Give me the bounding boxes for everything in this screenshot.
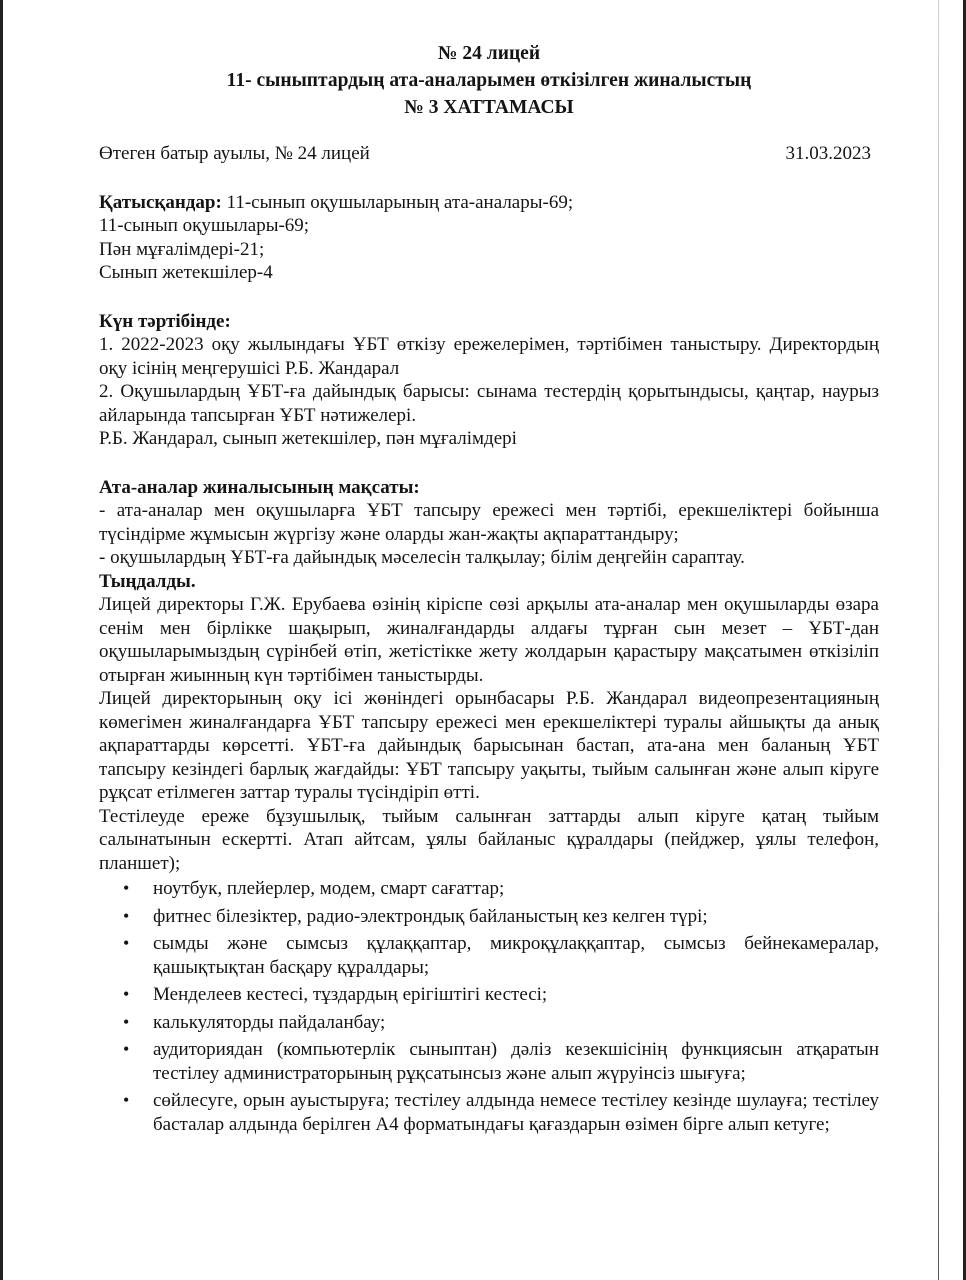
goal-item-2: - оқушылардың ҰБТ-ға дайындық мәселесін талқылау; білім деңгейін сараптау. — [99, 547, 745, 568]
heard-paragraph-rules: Тестілеуде ереже бұзушылық, тыйым салынған заттарды алып кіруге қатаң тыйым салынатынын ескертті. Атап айтсам, ұялы байланыс құралдары (пейджер, ұялы телефон, планшет); — [99, 805, 879, 874]
scan-edge-line — [938, 0, 939, 1280]
list-item: • аудиториядан (компьютерлік сыныптан) дәліз кезекшісінің функциясын атқаратын тестілеу администраторының рұқсатынсыз және алып жүруінсіз шығуға; — [123, 1039, 879, 1084]
list-item: • сымды және сымсыз құлаққаптар, микроқұлаққаптар, сымсыз бейнекамералар, қашықтықтан басқару құралдары; — [123, 933, 879, 978]
bullet-icon: • — [123, 933, 130, 953]
heard-section — [99, 570, 879, 1137]
goal-item-1: - ата-аналар мен оқушыларға ҰБТ тапсыру ережесі мен тәртібі, ерекшеліктері бойынша түсіндірме жұмысын жүргізу және оларды жан-жақты ақпараттандыру; — [99, 500, 879, 545]
bullet-icon: • — [123, 1011, 130, 1032]
bullet-icon: • — [123, 1039, 130, 1059]
participants-teachers: Пән мұғалімдері-21; — [99, 238, 265, 260]
list-item: • калькуляторды пайдаланбау; — [123, 1011, 386, 1033]
participants-students: 11-сынып оқушылары-69; — [99, 215, 310, 236]
agenda-label: Күн тәртібінде: — [99, 310, 231, 332]
date: 31.03.2023 — [785, 143, 871, 164]
agenda-section — [99, 310, 879, 451]
goal-section — [99, 476, 879, 570]
heard-label: Тыңдалды. — [99, 570, 196, 592]
document-title — [99, 40, 879, 121]
list-item: • сөйлесуге, орын ауыстыруға; тестілеу алдында немесе тестілеу кезінде шулауға; тестілеу басталар алдында берілген А4 форматындағы қағаздарын өзімен бірге алып кетуге; — [123, 1090, 879, 1135]
participants-section — [99, 191, 879, 285]
agenda-item-2: 2. Оқушылардың ҰБТ-ға дайындық барысы: сынама тестердің қорытындысы, қаңтар, наурыз айларында тапсырған ҰБТ нәтижелері. — [99, 381, 879, 426]
participants-class-leaders: Сынып жетекшілер-4 — [99, 262, 273, 283]
title-meeting: 11- сыныптардың ата-аналарымен өткізілген жиналыстың — [226, 70, 752, 91]
title-protocol: № 3 ХАТТАМАСЫ — [404, 97, 574, 118]
prohibited-items-list — [99, 877, 879, 1136]
heard-paragraph-deputy: Лицей директорының оқу ісі жөніндегі орынбасары Р.Б. Жандарал видеопрезентацияның көмегімен жиналғандарға ҰБТ тапсыру ережесі мен ерекшеліктері туралы айшықты да анық ақпараттарды көрсетті. ҰБТ-ға дайындық барысынан бастап, ата-ана мен баланың ҰБТ тапсыру кезіндегі барлық жағдайды: ҰБТ тапсыру уақыты, тыйым салынған және алып кіруге рұқсат етілмеген заттар туралы түсіндіріп өтті. — [99, 688, 879, 803]
list-item: • ноутбук, плейерлер, модем, смарт сағаттар; — [123, 878, 505, 899]
bullet-icon: • — [123, 878, 130, 898]
agenda-item-1: 1. 2022-2023 оқу жылындағы ҰБТ өткізу ережелерімен, тәртібімен таныстыру. Директордың оқу ісінің меңгерушісі Р.Б. Жандарал — [99, 334, 879, 379]
place-date-row — [99, 142, 879, 166]
bullet-icon: • — [123, 1090, 130, 1110]
place: Өтеген батыр ауылы, № 24 лицей — [99, 143, 370, 164]
bullet-icon: • — [123, 905, 130, 926]
title-school: № 24 лицей — [437, 43, 541, 64]
list-item: • Менделеев кестесі, тұздардың ерігіштігі кестесі; — [123, 984, 548, 1005]
goal-label: Ата-аналар жиналысының мақсаты: — [99, 476, 420, 498]
agenda-responsible: Р.Б. Жандарал, сынып жетекшілер, пән мұғалімдері — [99, 428, 517, 449]
scan-edge-left — [0, 0, 3, 1280]
participants-label: Қатысқандар: — [99, 191, 222, 213]
participants-parents: 11-сынып оқушыларының ата-аналары-69; — [221, 191, 574, 213]
bullet-icon: • — [123, 984, 130, 1004]
document-page — [99, 40, 879, 1140]
list-item: • фитнес білезіктер, радио-электрондық байланыстың кез келген түрі; — [123, 905, 708, 927]
heard-paragraph-director: Лицей директоры Г.Ж. Ерубаева өзінің кіріспе сөзі арқылы ата-аналар мен оқушыларды өзара сенім мен бірлікке шақырып, жиналғандарды алдағы тұрған сын мезет – ҰБТ-дан оқушыларымыздың сүрінбей өтіп, жетістікке жету жолдарын қарастыру мақсатымен өткізіліп отырған жиынның күн тәртібімен таныстырды. — [99, 594, 879, 686]
